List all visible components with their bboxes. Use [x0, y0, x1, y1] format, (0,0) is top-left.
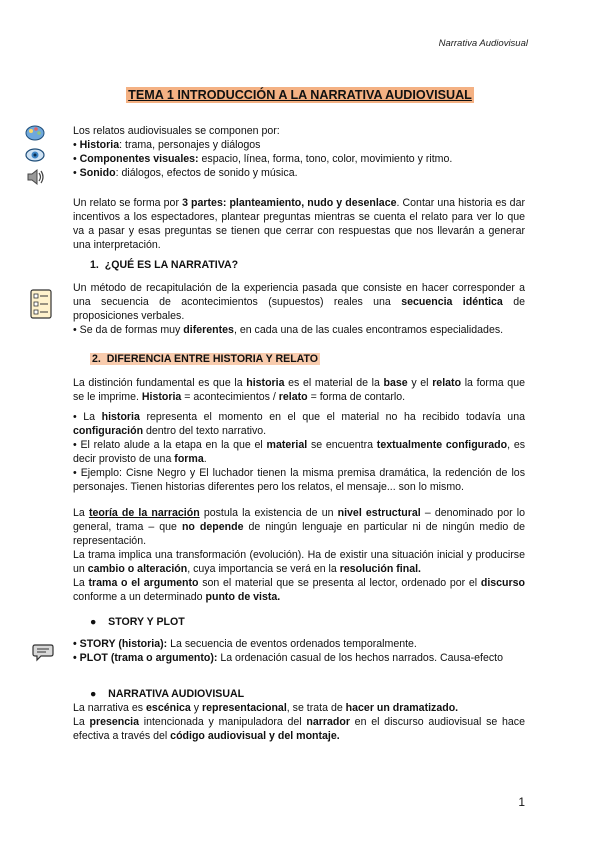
narrativa-body: La narrativa es escénica y representacional, se trata de hacer un dramatizado. La presencia intencionada y manipuladora del narrador en el discurso audiovisual se hace efectiva a través del código audiovisual y del montaje. [73, 702, 525, 742]
checklist-icon [30, 289, 52, 319]
section-1-heading: 1. ¿QUÉ ES LA NARRATIVA? [90, 259, 239, 271]
intro-block [73, 124, 525, 180]
page-title: TEMA 1 INTRODUCCIÓN A LA NARRATIVA AUDIOVISUAL [128, 88, 472, 102]
intro-lead: Los relatos audiovisuales se componen por: [73, 125, 280, 137]
intro-item: • Componentes visuales: espacio, línea, forma, tono, color, movimiento y ritmo. [73, 153, 453, 165]
story-plot-heading: ● STORY Y PLOT [90, 616, 185, 628]
eye-icon [24, 147, 46, 163]
page-number: 1 [518, 795, 525, 809]
speaker-icon [26, 168, 46, 186]
section-2-theory: La teoría de la narración postula la existencia de un nivel estructural – denominado por lo general, trama – que no depende de ningún lenguaje en particular ni de ningún medio de representación. La trama implica una transformación (evolución). Ha de existir una situación inicial y producirse un cambio o alteración, cuya importancia se verá en la resolución final. La trama o el argumento son el material que se presenta al lector, ordenado por el discurso conforme a un determinado punto de vista. [73, 507, 526, 603]
section-2-heading: 2. DIFERENCIA ENTRE HISTORIA Y RELATO [92, 353, 319, 365]
intro-item: • Historia: trama, personajes y diálogos [73, 139, 261, 151]
section-2-bullets: • La historia representa el momento en el que el material no ha recibido todavía una configuración dentro del texto narrativo. • El relato alude a la etapa en la que el material se encuentra textualmente configurado, es decir provisto de una forma. • Ejemplo: Cisne Negro y El luchador tienen la misma premisa dramática, la redención de los personajes. Tienen historias diferentes pero los relatos, el mensaje... son lo mismo. [73, 411, 526, 493]
narrativa-heading: ● NARRATIVA AUDIOVISUAL [90, 688, 245, 700]
story-plot-body: • STORY (historia): La secuencia de eventos ordenados temporalmente. • PLOT (trama o argumento): La ordenación casual de los hechos narrados. Causa-efecto [73, 638, 504, 664]
section-1-body: Un método de recapitulación de la experiencia pasada que consiste en hacer corresponder a una secuencia de acontecimientos (supuestos) reales una secuencia idéntica de proposiciones verbales. • Se da de formas muy diferentes, en cada una de las cuales encontramos especialidades. [73, 282, 525, 336]
running-header: Narrativa Audiovisual [438, 38, 528, 49]
speech-bubble-icon [32, 642, 54, 662]
palette-icon [24, 124, 46, 142]
section-2-p1: La distinción fundamental es que la historia es el material de la base y el relato la forma que se le imprime. Historia = acontecimientos / relato = forma de contarlo. [73, 377, 525, 403]
three-parts-paragraph: Un relato se forma por 3 partes: planteamiento, nudo y desenlace. Contar una historia es dar incentivos a los espectadores, plantear preguntas mientras se cuenta el relato para ver lo que va a pasar y esas preguntas se tienen que cerrar con respuestas que nos llevarán a generar una interpretación. [73, 197, 525, 251]
intro-item: • Sonido: diálogos, efectos de sonido y música. [73, 167, 298, 179]
